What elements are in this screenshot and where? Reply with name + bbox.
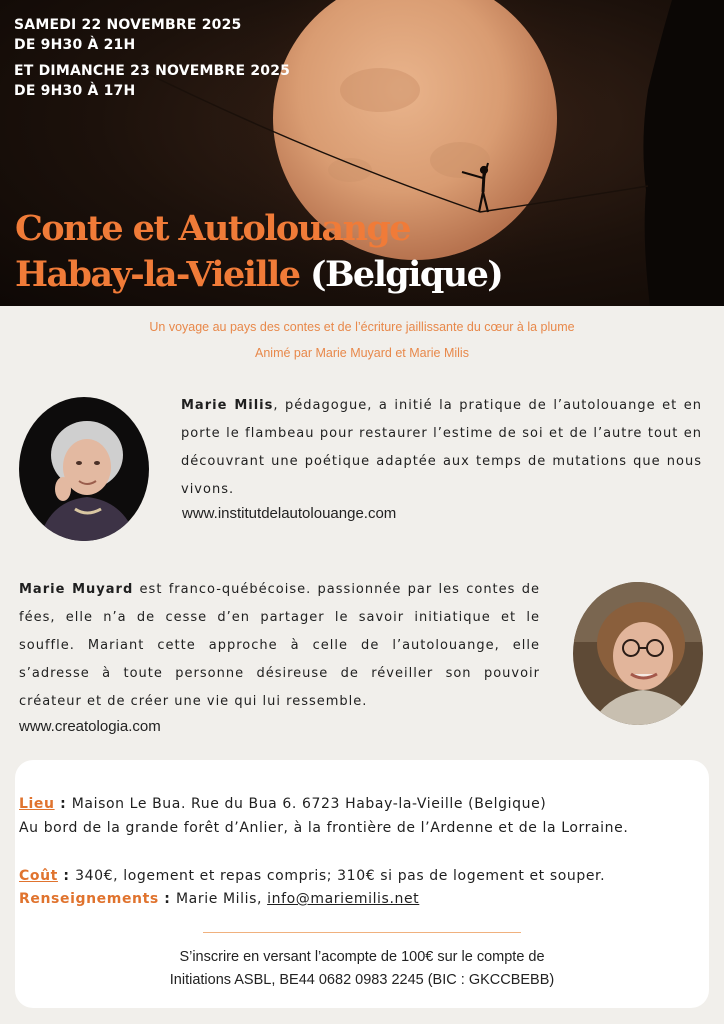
date-line-2: ET DIMANCHE 23 NOVEMBRE 2025 [14, 63, 291, 79]
bio-milis-name: Marie Milis [181, 398, 274, 413]
title-country: (Belgique) [309, 254, 503, 295]
bio-marie-muyard [19, 576, 540, 716]
bio-muyard-text: est franco-québécoise. passionnée par les contes de fées, elle n’a de cesse d’en partager le savoir initiatique et le souffle. Mariant cette approche à celle de l’autolouange, elle s’adresse à toute personne désireuse de réveiller son pouvoir créateur et de créer une vie qui lui ressemble. [19, 582, 540, 709]
cost-label: Coût [19, 868, 58, 884]
venue-detail: Au bord de la grande forêt d’Anlier, à la frontière de l’Ardenne et de la Lorraine. [19, 820, 629, 836]
title-line-1: Conte et Autolouange [15, 208, 410, 249]
time-line-2: DE 9H30 À 17H [14, 83, 136, 99]
date-line-1: SAMEDI 22 NOVEMBRE 2025 [14, 17, 242, 33]
cost-separator: : [57, 868, 76, 884]
contact-label: Renseignements [19, 891, 159, 907]
divider [203, 932, 521, 933]
venue-address: Maison Le Bua. Rue du Bua 6. 6723 Habay-la-Vieille (Belgique) [71, 796, 547, 812]
tagline: Un voyage au pays des contes et de l’écriture jaillissante du cœur à la plume [149, 320, 575, 334]
cost-line [19, 868, 605, 884]
cost-value: 340€, logement et repas compris; 310€ si pas de logement et souper. [75, 868, 606, 884]
venue-line [19, 796, 546, 812]
event-dates [14, 15, 290, 101]
bio-marie-milis [181, 392, 702, 504]
cliff [643, 0, 724, 306]
contact-line [19, 891, 419, 907]
portrait-marie-milis [19, 397, 149, 541]
title-place: Habay-la-Vieille [15, 254, 300, 295]
page-title [15, 206, 502, 298]
link-institut-autolouange[interactable]: www.institutdelautolouange.com [182, 505, 397, 522]
portrait-photo [19, 397, 149, 541]
contact-separator: : [158, 891, 176, 907]
contact-email-link[interactable]: info@mariemilis.net [267, 891, 420, 907]
portrait-photo [573, 582, 703, 725]
time-line-1: DE 9H30 À 21H [14, 37, 136, 53]
registration-line-1: S’inscrire en versant l’acompte de 100€ sur le compte de [179, 949, 545, 965]
venue-separator: : [54, 796, 72, 812]
portrait-marie-muyard [573, 582, 703, 725]
hero-banner [0, 0, 724, 306]
bio-muyard-name: Marie Muyard [19, 582, 134, 597]
link-creatologia[interactable]: www.creatologia.com [19, 718, 161, 735]
hosts: Animé par Marie Muyard et Marie Milis [255, 346, 469, 360]
contact-name: Marie Milis, [175, 891, 268, 907]
venue-label: Lieu [19, 796, 55, 812]
bio-milis-text: , pédagogue, a initié la pratique de l’autolouange et en porte le flambeau pour restaurer l’estime de soi et de l’autre tout en découvrant une poétique adaptée aux temps de mutations que nous vivons. [181, 398, 702, 497]
registration-line-2: Initiations ASBL, BE44 0682 0983 2245 (BIC : GKCCBEBB) [169, 972, 555, 988]
